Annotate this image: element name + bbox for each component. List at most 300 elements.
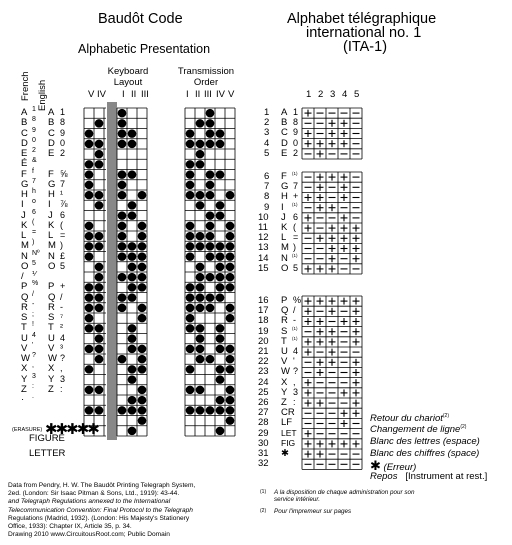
english-letter: U [48,332,55,344]
keyboard-hole [118,293,127,302]
french-letter: / [21,271,24,282]
english-figure: - [60,301,63,312]
erasure-label: (ERASURE) [12,427,43,433]
transmission-hole [226,304,235,313]
ita-row-number: 28 [258,417,269,429]
french-figure: Nº [32,249,40,257]
french-figure: 6 [32,208,36,216]
english-figure: ³ [60,342,63,353]
keyboard-hole [128,201,137,210]
keyboard-hole [95,406,104,415]
french-letter: U [21,332,28,344]
english-figure: 7 [60,178,66,189]
transmission-col-i: I [186,89,189,100]
ita-row-number: 21 [258,346,269,357]
transmission-hole [206,304,215,313]
keyboard-hole [138,191,147,200]
english-column-header: English [37,79,48,111]
ita-row-letter: D [281,137,288,149]
french-letter: V [21,342,28,354]
transmission-hole [226,406,235,415]
ita-row-number: 15 [258,262,269,274]
keyboard-hole [128,283,137,292]
transmission-hole [206,355,215,364]
french-letter: N [21,250,28,262]
erreur-symbol: ✱ [370,458,381,473]
ita-row-number: 1 [264,107,270,118]
ita-row-letter: G [281,181,289,193]
ita-row-figure: 7 [293,181,299,192]
english-letter: G [48,178,56,190]
transmission-hole [206,170,215,179]
transmission-hole [196,334,205,343]
transmission-hole [216,396,225,405]
transmission-hole [196,406,205,415]
keyboard-hole [95,386,104,395]
transmission-hole [206,222,215,231]
transmission-hole [186,345,195,354]
french-letter: X [21,363,28,375]
french-letter: O [21,260,29,272]
transmission-hole [216,283,225,292]
keyboard-hole [118,109,127,118]
keyboard-hole [118,129,127,138]
footnote-2-text: Pour l'impremeur sur pages [274,508,352,515]
french-figure: 0 [32,136,36,144]
english-letter: D [48,137,55,149]
ita-row-figure: ) [293,242,296,253]
keyboard-hole [95,201,104,210]
french-figure: : [32,382,34,390]
transmission-hole [206,181,215,190]
transmission-hole [196,355,205,364]
ita-row-number: 8 [264,191,270,203]
keyboard-hole [95,263,104,272]
keyboard-hole [128,427,137,436]
keyboard-hole [85,242,94,251]
french-letter: T [21,322,27,334]
ita-title-line1: Alphabet télégraphique [287,11,437,27]
ita-row-letter: C [281,127,288,139]
keyboard-hole [118,222,127,231]
keyboard-hole [118,119,127,128]
french-letter: I [21,199,24,211]
transmission-hole [216,334,225,343]
ita-row-letter: F [281,171,287,182]
footnote-1-text: A la disposition de chaque administration pour son service intérieur. [274,489,415,504]
ita-row-letter: E [281,147,288,159]
ita-row-figure: % [293,295,302,305]
english-letter: H [48,189,55,200]
french-letter: P [21,281,28,293]
ita-row-note: (1) [292,252,298,258]
french-figure: ⅟ [32,271,36,278]
ita-col-4: 4 [342,89,348,100]
ita-row-number: 18 [258,315,269,327]
keyboard-hole [95,150,104,159]
ita-row-number: 13 [258,242,269,254]
keyboard-hole [128,375,137,384]
keyboard-hole [85,160,94,169]
english-letter: O [48,260,56,272]
transmission-hole [216,263,225,272]
keyboard-hole [85,140,94,149]
ita-row-figure: : [293,397,296,407]
keyboard-hole [85,386,94,395]
keyboard-hole [128,170,137,179]
transmission-hole [196,150,205,159]
english-figure: ⁷ [60,312,64,322]
ita-row-number: 4 [264,137,270,149]
english-letter: Q [48,291,56,303]
keyboard-hole [138,365,147,374]
french-letter: C [21,127,28,139]
keyboard-hole [128,211,137,220]
english-figure: + [60,281,66,292]
transmission-hole [186,140,195,149]
ita-row-letter: A [281,107,288,118]
keyboard-hole [85,283,94,292]
english-letter: N [48,250,55,262]
legend-let: Blanc des lettres (espace) [370,436,480,447]
ita-row-figure: 2 [293,147,299,158]
credit-line: Drawing 2010 www.CircuitousRoot.com; Public Domain [8,531,170,539]
credit-line: Regulations (Madrid, 1932). (London: His Majesty's Stationery [8,514,190,522]
english-letter: R [48,301,55,313]
keyboard-hole [138,386,147,395]
keyboard-divider-strip [107,102,117,440]
keyboard-hole [85,191,94,200]
ita-row-number: 20 [258,335,269,347]
transmission-col-v: V [228,89,235,100]
transmission-hole [196,160,205,169]
keyboard-hole [85,345,94,354]
transmission-hole [216,375,225,384]
transmission-hole [226,191,235,200]
transmission-hole [226,345,235,354]
french-figure: 7 [32,177,36,185]
ita-row-figure: 9 [293,127,299,138]
alphabetic-presentation-label: Alphabetic Presentation [78,42,211,56]
transmission-hole [186,314,195,323]
english-figure: ( [60,219,63,230]
transmission-hole [226,314,235,323]
keyboard-hole [95,324,104,333]
keyboard-hole [85,170,94,179]
english-figure: 5 [60,260,66,271]
french-figure: . [32,393,34,400]
transmission-col-iv: IV [216,89,225,100]
ita-col-2: 2 [318,89,324,100]
transmission-hole [206,252,215,261]
transmission-hole [226,273,235,282]
keyboard-hole [138,283,147,292]
english-figure: ? [60,353,66,363]
ita-row-letter: N [281,252,288,264]
ita-row-number: 5 [264,147,270,159]
ita-row-number: 10 [258,211,269,223]
french-figure: & [32,157,37,165]
transmission-hole [186,160,195,169]
ita-row-letter: J [281,211,286,223]
french-letter: M [21,240,29,252]
transmission-hole [216,365,225,374]
ita-row-number: 14 [258,252,269,264]
ita-row-letter: O [281,262,289,274]
english-figure: ² [60,322,63,333]
keyboard-hole [128,140,137,149]
keyboard-hole [85,181,94,190]
legend-fig: Blanc des chiffres (space) [370,448,480,459]
french-letter: Z [21,383,27,395]
ita-row-letter: P [281,295,288,306]
transmission-hole [206,211,215,220]
english-figure: 9 [60,127,66,138]
ita-row-letter: L [281,232,287,244]
ita-row-number: 16 [258,295,269,306]
figure-label: FIGURE [29,433,65,444]
french-letter: H [21,189,28,200]
keyboard-hole [95,334,104,343]
french-figure: / [32,290,34,298]
transmission-hole [196,263,205,272]
transmission-hole [196,201,205,210]
english-letter: S [48,312,55,323]
ita-row-number: 27 [258,407,269,419]
french-letter: G [21,178,29,190]
keyboard-hole [118,304,127,313]
transmission-hole [216,427,225,436]
keyboard-hole [118,191,127,200]
legend-repos: Repos [Instrument at rest.] [370,471,488,482]
ita-row-figure: 4 [293,346,299,356]
french-figure: 8 [32,116,36,124]
keyboard-hole [138,232,147,241]
ita-row-figure: - [293,315,296,326]
ita-row-number: 6 [264,171,270,182]
french-figure: ' [32,341,34,349]
transmission-hole [186,324,195,333]
transmission-hole [206,293,215,302]
ita-col-1: 1 [306,89,312,100]
french-figure: ; [32,311,34,318]
keyboard-hole [138,252,147,261]
english-figure: 1 [60,107,66,117]
transmission-hole [216,252,225,261]
ita-row-letter: Q [281,305,289,317]
ita-row-number: 30 [258,437,269,449]
transmission-hole [196,324,205,333]
ita-row-number: 2 [264,117,270,129]
english-letter: W [48,353,57,364]
keyboard-hole [118,232,127,241]
ita-row-letter: M [281,242,289,254]
ita-row-letter: T [281,335,287,347]
french-letter: É [21,158,28,170]
keyboard-hole [128,324,137,333]
ita-row-letter: B [281,117,288,129]
keyboard-hole [128,365,137,374]
ita-row-letter: CR [281,407,295,419]
french-figure: , [32,362,34,370]
transmission-hole [226,396,235,405]
ita-col-5: 5 [354,89,360,100]
french-letter: W [21,353,30,364]
transmission-hole [206,232,215,241]
transmission-hole [226,232,235,241]
french-letter: L [21,230,27,241]
keyboard-hole [95,242,104,251]
transmission-hole [226,365,235,374]
english-letter: J [48,209,53,221]
english-letter: C [48,127,55,139]
credit-line: and Telegraph Regulations annexed to the International [8,498,171,506]
ita-row-figure: 0 [293,137,299,148]
keyboard-hole [95,355,104,364]
transmission-hole [186,191,195,200]
transmission-hole [216,273,225,282]
keyboard-hole [118,355,127,364]
english-letter: X [48,363,55,375]
credit-line: Office, 1933): Chapter IX, Article 35, p. 34. [8,523,132,531]
transmission-hole [186,222,195,231]
transmission-hole [196,242,205,251]
letter-label: LETTER [29,448,66,459]
baudot-title: Baudôt Code [98,11,183,27]
ita-row-number: 19 [258,325,269,337]
ita-row-number: 25 [258,386,269,398]
english-letter: T [48,322,54,334]
ita-row-letter: Z [281,397,287,408]
transmission-hole [216,324,225,333]
keyboard-hole [85,314,94,323]
ita-title-line3: (ITA-1) [343,39,388,55]
transmission-hole [196,283,205,292]
keyboard-hole [138,314,147,323]
transmission-hole [216,140,225,149]
ita-row-letter: LET [281,427,297,438]
english-figure: 8 [60,117,66,128]
keyboard-hole [138,355,147,364]
ita-row-letter: LF [281,417,293,429]
transmission-hole [186,242,195,251]
ita-row-figure: / [293,305,296,316]
transmission-hole [226,222,235,231]
transmission-hole [186,283,195,292]
transmission-hole [196,140,205,149]
ita-row-figure: 3 [293,386,299,397]
transmission-hole [226,386,235,395]
keyboard-hole [138,304,147,313]
ita-col-3: 3 [330,89,336,100]
keyboard-hole [95,140,104,149]
keyboard-hole [85,304,94,313]
french-figure: 9 [32,126,36,134]
ita-row-number: 32 [258,458,269,470]
keyboard-hole [128,242,137,251]
transmission-hole [216,406,225,415]
ita-row-letter: FIG [281,437,296,448]
french-letter: · [21,394,25,405]
transmission-hole [186,304,195,313]
footnote-2-mark: (2) [260,508,267,514]
keyboard-hole [128,345,137,354]
keyboard-hole [95,283,104,292]
transmission-hole [226,283,235,292]
english-figure: 2 [60,148,66,158]
ita-row-letter: ✱ [281,448,289,459]
french-figure: 3 [32,372,36,380]
french-figure: ! [32,321,34,329]
keyboard-hole [85,324,94,333]
french-letter: Q [21,291,29,303]
transmission-hole [196,273,205,282]
ita-row-note: (1) [292,171,298,176]
french-letter: B [21,117,28,129]
english-figure: : [60,383,63,394]
transmission-col-ii: II [195,89,201,100]
keyboard-hole [128,334,137,343]
keyboard-hole [95,293,104,302]
ita-row-number: 17 [258,305,269,317]
ita-row-letter: R [281,315,288,327]
credit-line: Telecommunication Convention: Final Protocol to the Telegraph [8,506,193,514]
ita-row-number: 22 [258,356,269,368]
transmission-hole [206,273,215,282]
french-letter: E [21,148,28,159]
french-figure: = [32,229,37,236]
transmission-hole [196,191,205,200]
french-letter: Y [21,373,28,385]
english-letter: I [48,199,51,211]
ita-row-note: (1) [292,201,298,207]
transmission-hole [226,242,235,251]
keyboard-hole [118,242,127,251]
legend-lf: Changement de ligne$^{(2)}$ [370,424,467,436]
ita-row-number: 7 [264,181,270,193]
ita-row-number: 29 [258,427,269,439]
english-letter: B [48,117,55,129]
keyboard-hole [138,222,147,231]
french-figure: 1 [32,106,36,113]
ita-row-number: 23 [258,366,269,378]
keyboard-hole [85,406,94,415]
ita-row-figure: = [293,232,299,243]
keyboard-hole [138,273,147,282]
french-letter: F [21,168,27,180]
keyboard-hole [118,252,127,261]
transmission-order-label: Transmission Order [177,66,235,88]
transmission-hole [216,211,225,220]
ita-row-note: (1) [292,325,298,331]
english-figure: ⅝ [60,168,68,179]
transmission-hole [186,232,195,241]
keyboard-hole [128,396,137,405]
ita-row-number: 24 [258,376,269,388]
ita-row-letter: W [281,366,290,378]
transmission-hole [196,345,205,354]
keyboard-hole [118,170,127,179]
ita-row-number: 9 [264,201,270,213]
ita-row-figure: , [293,376,296,387]
transmission-hole [226,252,235,261]
transmission-hole [226,416,235,425]
transmission-hole [206,129,215,138]
english-letter: Y [48,373,55,385]
ita-row-figure: + [293,191,299,202]
french-figure: f [32,167,34,175]
keyboard-hole [118,273,127,282]
